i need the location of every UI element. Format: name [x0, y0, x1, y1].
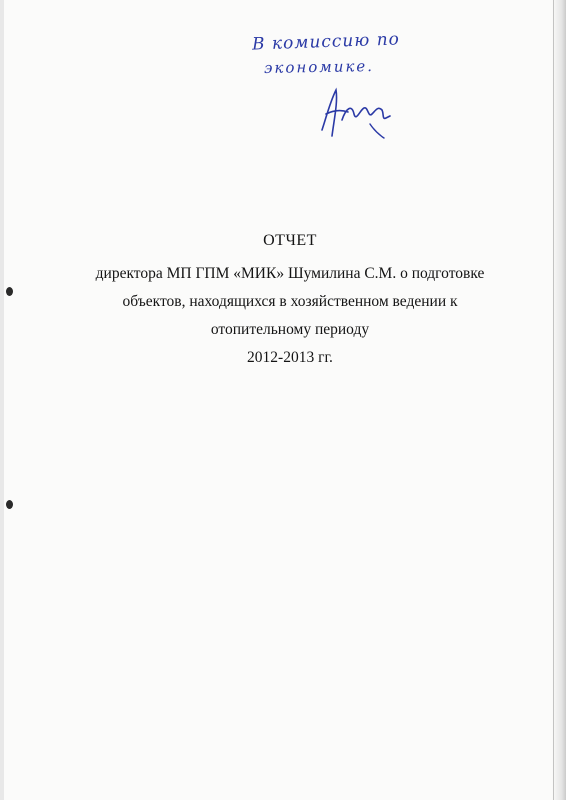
report-title: ОТЧЕТ — [263, 232, 317, 249]
punch-hole-icon — [6, 500, 13, 509]
report-subtitle-line-1: директора МП ГПМ «МИК» Шумилина С.М. о подготовке — [95, 265, 485, 282]
scan-edge-right — [552, 0, 566, 800]
report-title-block — [40, 232, 540, 372]
report-period: 2012-2013 гг. — [247, 349, 333, 366]
scan-edge-line — [553, 0, 554, 800]
handwritten-resolution — [240, 18, 440, 148]
signature-icon — [312, 80, 396, 144]
handwritten-note-line-1: В комиссию по — [251, 29, 401, 55]
handwritten-note-line-2: экономике. — [263, 57, 375, 77]
report-subtitle-line-2: объектов, находящихся в хозяйственном ведении к — [122, 293, 458, 310]
report-subtitle-line-3: отопительному периоду — [210, 321, 370, 338]
punch-hole-icon — [6, 287, 13, 296]
scan-edge-left — [0, 0, 4, 800]
